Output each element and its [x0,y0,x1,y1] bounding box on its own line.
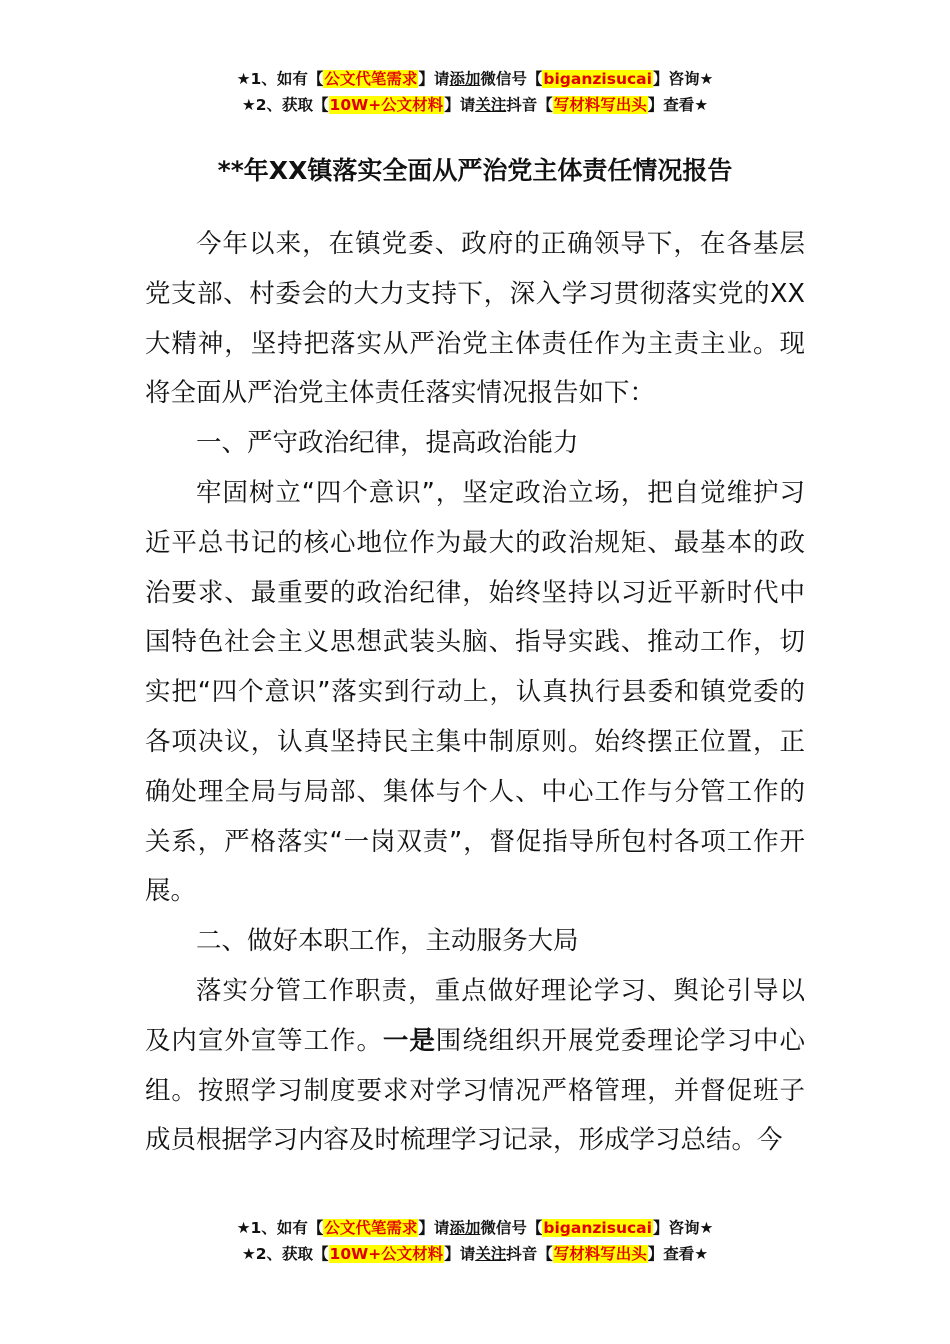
promo-text: 】咨询★ [652,70,714,88]
promo-text: 】查看★ [647,1245,709,1263]
paragraph-intro: 今年以来，在镇党委、政府的正确领导下，在各基层党支部、村委会的大力支持下，深入学习贯彻落实党的XX大精神，坚持把落实从严治党主体责任作为主责主业。现将全面从严治党主体责任落实情况报告如下： [145,229,805,409]
paragraph-bold-marker: 一是 [382,1025,436,1056]
promo-text: 】请 [418,70,450,88]
promo-banner-bottom [0,1215,950,1267]
paragraph-political-discipline: 牢固树立“四个意识”，坚定政治立场，把自觉维护习近平总书记的核心地位作为最大的政治规矩、最基本的政治要求、最重要的政治纪律，始终坚持以习近平新时代中国特色社会主义思想武装头脑、指导实践、推动工作，切实把“四个意识”落实到行动上，认真执行县委和镇党委的各项决议，认真坚持民主集中制原则。始终摆正位置，正确处理全局与局部、集体与个人、中心工作与分管工作的关系，严格落实“一岗双责”，督促指导所包村各项工作开展。 [145,477,805,907]
section-heading-2: 二、做好本职工作，主动服务大局 [196,926,579,957]
promo-text: 抖音【 [506,96,553,114]
promo-highlight: biganzisucai [543,1219,652,1237]
promo-banner-top [0,66,950,118]
promo-line-2 [0,1241,950,1267]
document-title: **年XX镇落实全面从严治党主体责任情况报告 [217,156,733,185]
promo-underline: 关注 [475,96,507,114]
promo-text: 】请 [418,1219,450,1237]
promo-underline: 关注 [475,1245,507,1263]
promo-text: 】查看★ [647,96,709,114]
paragraph-duties [145,967,805,1166]
promo-text: 微信号【 [480,1219,543,1237]
promo-text: 】咨询★ [652,1219,714,1237]
document-body [145,220,805,1166]
promo-highlight: 公文代笔需求 [324,70,418,88]
paragraph-text: 落实分管工作职责，重点做好理论学习、舆论引导以及内宣外宣等工作。 [145,975,805,1056]
promo-highlight: 10W+公文材料 [329,96,444,114]
promo-text: 微信号【 [480,70,543,88]
promo-text: ★1、如有【 [236,70,324,88]
promo-text: 】请 [444,1245,476,1263]
paragraph-text: 围绕组织开展党委理论学习中心组。按照学习制度要求对学习情况严格管理，并督促班子成员根据学习内容及时梳理学习记录，形成学习总结。今 [145,1025,805,1156]
promo-line-2 [0,92,950,118]
promo-line-1 [0,66,950,92]
promo-text: ★1、如有【 [236,1219,324,1237]
promo-highlight: biganzisucai [543,70,652,88]
promo-highlight: 写材料写出头 [553,96,647,114]
section-heading-1: 一、严守政治纪律，提高政治能力 [196,428,579,459]
promo-underline: 添加 [449,1219,481,1237]
promo-text: 抖音【 [506,1245,553,1263]
promo-text: ★2、获取【 [241,96,329,114]
promo-text: 】请 [444,96,476,114]
promo-highlight: 10W+公文材料 [329,1245,444,1263]
promo-highlight: 公文代笔需求 [324,1219,418,1237]
promo-text: ★2、获取【 [241,1245,329,1263]
promo-line-1 [0,1215,950,1241]
promo-underline: 添加 [449,70,481,88]
promo-highlight: 写材料写出头 [553,1245,647,1263]
